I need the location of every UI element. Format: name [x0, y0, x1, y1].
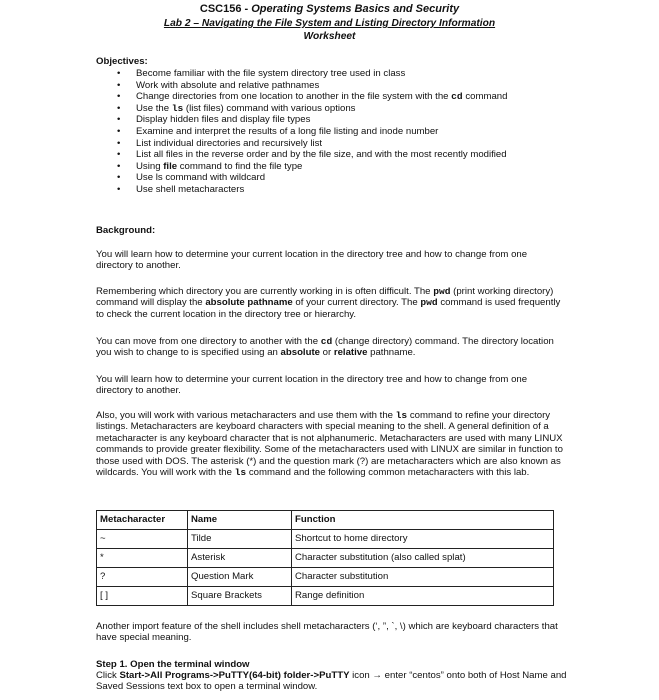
pwd-command: pwd: [433, 286, 451, 297]
objectives-heading: Objectives:: [96, 56, 148, 67]
cell-metacharacter: ?: [97, 568, 188, 587]
worksheet-label: Worksheet: [303, 31, 356, 42]
cell-name: Asterisk: [188, 549, 292, 568]
absolute-pathname-term: absolute pathname: [205, 297, 293, 309]
objective-item: [96, 172, 576, 184]
cd-command: cd: [451, 91, 463, 103]
cell-function: Shortcut to home directory: [292, 530, 554, 549]
pwd-command: pwd: [420, 297, 438, 309]
lab-title: Lab 2 – Navigating the File System and Listing Directory Information: [163, 18, 496, 29]
objective-item: [96, 114, 576, 126]
table-row: [97, 530, 554, 549]
ls-command: ls: [395, 410, 408, 421]
objective-item: [96, 138, 576, 150]
text: command is used frequently to check the current location in the directory tree or hierarchy.: [96, 297, 561, 320]
cd-command: cd: [320, 336, 333, 347]
objective-text: Using: [136, 160, 164, 172]
text: Remembering which directory you are currently working in is often difficult. The: [96, 286, 434, 297]
text: of your current directory. The: [292, 297, 421, 309]
objective-text: Use the: [136, 102, 172, 114]
header-metacharacter: Metacharacter: [97, 511, 188, 530]
cell-name: Tilde: [188, 530, 292, 549]
table-row: [97, 568, 554, 587]
ls-command: ls: [234, 467, 247, 479]
objective-text: (list files) command with various options: [183, 102, 356, 114]
objective-text: Use ls command with wildcard: [136, 172, 266, 184]
objectives-list: [96, 68, 576, 196]
objective-item: [96, 161, 576, 173]
objective-text: Use shell metacharacters: [136, 183, 245, 195]
objective-item: [96, 68, 576, 80]
table-row: [97, 587, 554, 606]
text: or: [319, 347, 334, 359]
objective-item: [96, 103, 576, 115]
background-paragraph-1: You will learn how to determine your current location in the directory tree and how to change from one directory to another.: [96, 249, 528, 272]
absolute-term: absolute: [280, 347, 320, 359]
objective-item: [96, 80, 576, 92]
text: pathname.: [367, 347, 416, 359]
objective-text: Become familiar with the file system directory tree used in class: [136, 68, 406, 79]
text: Also, you will work with various metacharacters and use them with the: [96, 410, 396, 421]
text: (change directory) command. The directory location you wish to change to is specified using an: [96, 336, 554, 359]
course-header: [0, 4, 659, 15]
header-function: Function: [292, 511, 554, 530]
cell-name: Square Brackets: [188, 587, 292, 606]
after-table-paragraph: Another import feature of the shell includes shell metacharacters (‘, ”, `, \) which are keyboard characters that have special meaning.: [96, 621, 558, 644]
objective-item: [96, 149, 576, 161]
objective-text: command: [462, 91, 508, 103]
text: You can move from one directory to another with the: [96, 336, 321, 347]
background-paragraph-5: [96, 410, 566, 478]
text: (print working directory) command will display the: [96, 286, 554, 309]
table-header-row: [97, 511, 554, 530]
table-row: [97, 549, 554, 568]
putty-path: Start->All Programs->PuTTY(64-bit) folder->PuTTY: [119, 670, 350, 681]
cell-function: Range definition: [292, 587, 554, 606]
text: Click: [96, 670, 120, 681]
text: icon → enter “centos” onto both of Host Name and Saved Sessions text box to open a terminal window.: [96, 670, 567, 693]
cell-metacharacter: [ ]: [97, 587, 188, 606]
cell-metacharacter: *: [97, 549, 188, 568]
objective-text: Display hidden files and display file types: [136, 114, 311, 126]
step1-heading: Step 1. Open the terminal window: [96, 659, 250, 670]
cell-function: Character substitution (also called splat): [292, 549, 554, 568]
objective-item: [96, 184, 576, 196]
objective-text: Work with absolute and relative pathnames: [136, 79, 320, 91]
background-paragraph-3: [96, 336, 566, 359]
objective-item: [96, 126, 576, 138]
objective-text: Examine and interpret the results of a long file listing and inode number: [136, 125, 439, 137]
relative-term: relative: [333, 347, 368, 359]
objective-text: Change directories from one location to another in the file system with the: [136, 91, 452, 103]
file-command: file: [163, 160, 178, 172]
background-heading: Background:: [96, 225, 156, 236]
objective-text: command to find the file type: [177, 160, 303, 172]
objective-item: [96, 91, 576, 103]
background-paragraph-2: [96, 286, 566, 320]
background-paragraph-4: You will learn how to determine your current location in the directory tree and how to change from one directory to another.: [96, 374, 528, 397]
cell-function: Character substitution: [292, 568, 554, 587]
step1-instructions: [96, 670, 576, 693]
objective-text: List individual directories and recursively list: [136, 137, 323, 149]
text: command and the following common metacharacters with this lab.: [246, 467, 530, 479]
ls-command: ls: [171, 102, 184, 114]
header-name: Name: [188, 511, 292, 530]
objective-text: List all files in the reverse order and by the file size, and with the most recently modified: [136, 149, 507, 161]
cell-metacharacter: ~: [97, 530, 188, 549]
course-code: CSC156 -: [199, 3, 252, 15]
cell-name: Question Mark: [188, 568, 292, 587]
metacharacter-table: [96, 510, 554, 606]
course-title: Operating Systems Basics and Security: [251, 3, 460, 15]
text: command to refine your directory listings. Metacharacters are keyboard characters with special meaning to the shell. A general definition of a metacharacter is any keyboard character that is not alphanumeric. Metacharacters are used with many LINUX commands to provide greater flexibility. Some of the metacharacters used with LINUX are similar in function to those used with DOS. The asterisk (*) and the question mark (?) are metacharacters which are also known as wildcards. You will work with the: [96, 410, 563, 479]
